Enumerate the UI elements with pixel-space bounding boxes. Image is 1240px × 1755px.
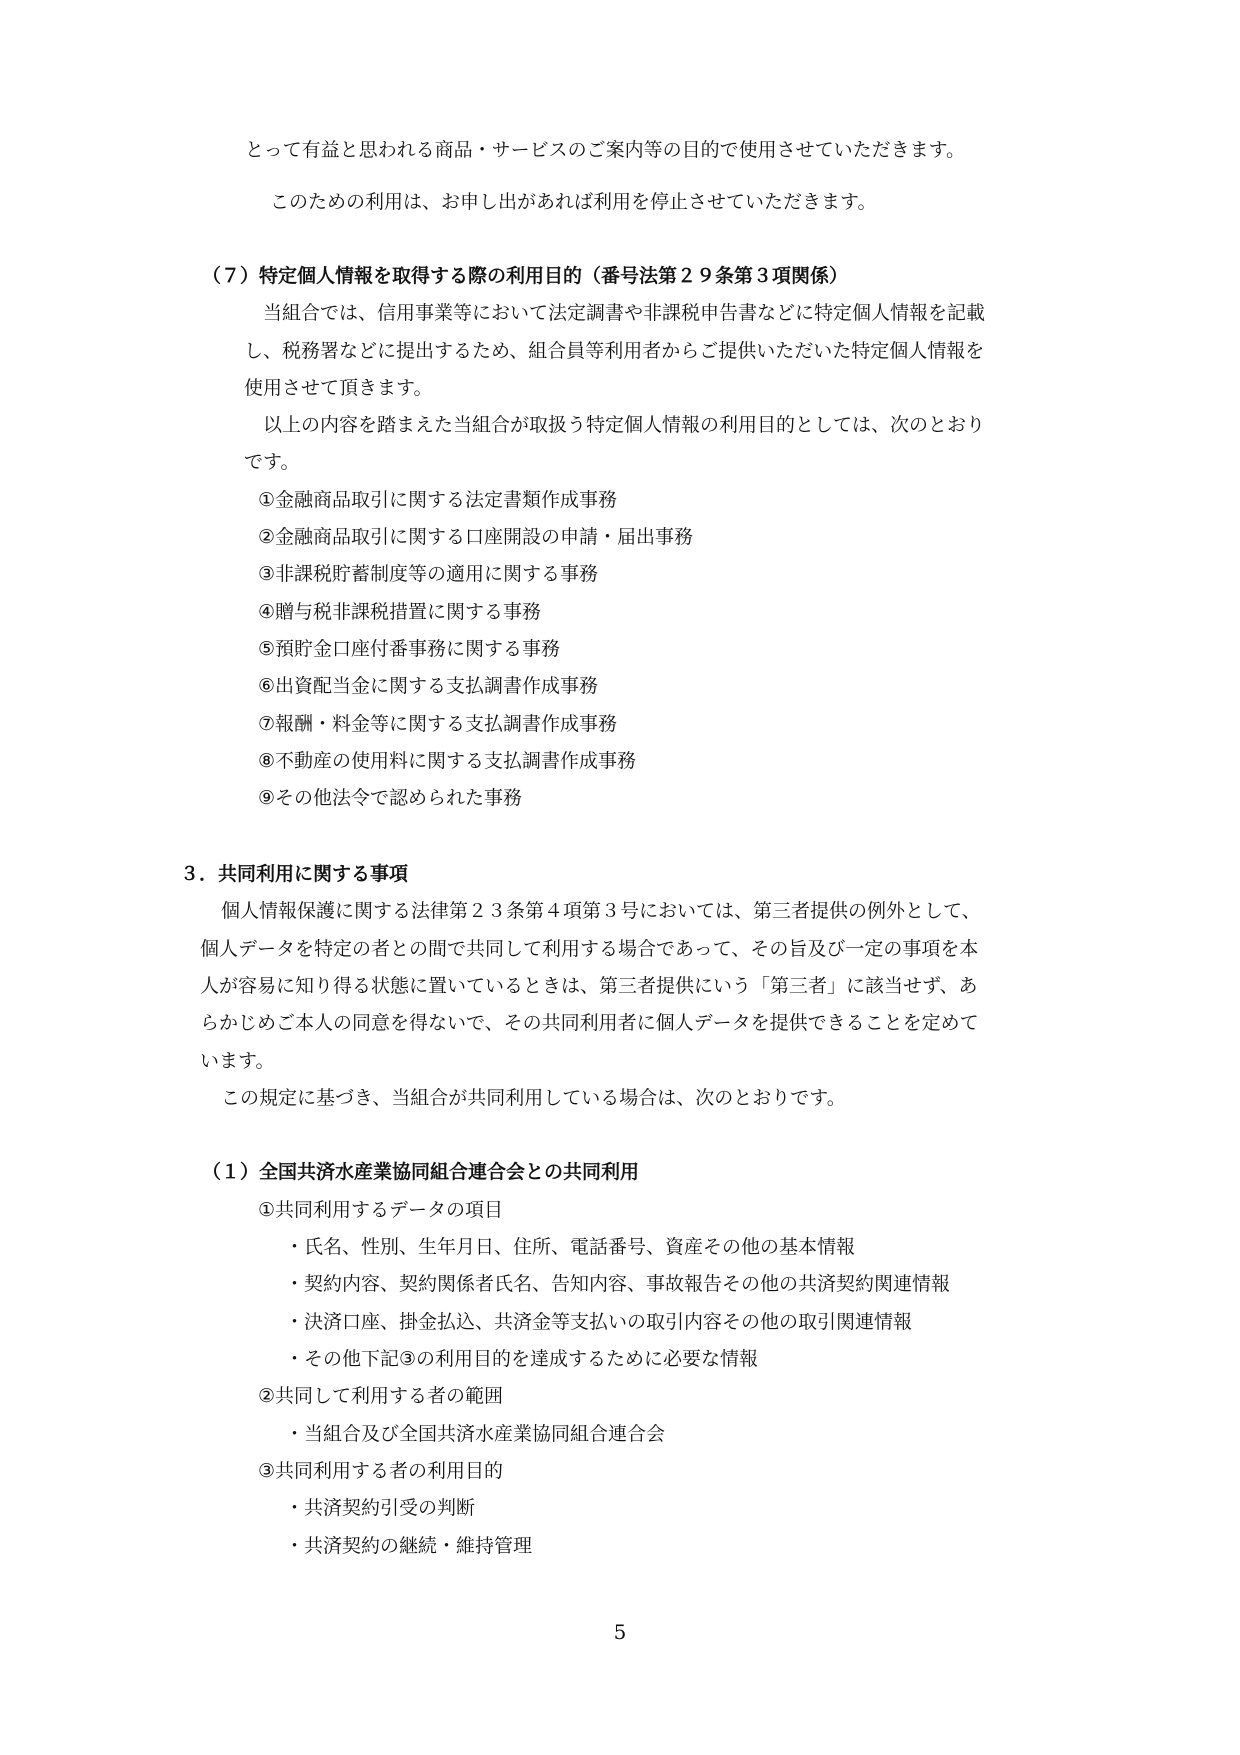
section-3-para1-line1: 個人情報保護に関する法律第２３条第４項第３号においては、第三者提供の例外として、	[221, 900, 981, 922]
section-7-heading: （７）特定個人情報を取得する際の利用目的（番号法第２９条第３項関係）	[202, 265, 849, 287]
data-items-title: ①共同利用するデータの項目	[258, 1199, 504, 1221]
user-scope-bullet-1: ・当組合及び全国共済水産業協同組合連合会	[285, 1423, 666, 1445]
intro-line-2: このための利用は、お申し出があれば利用を停止させていただきます。	[270, 191, 877, 213]
purpose-item-3: ③非課税貯蓄制度等の適用に関する事務	[258, 563, 599, 585]
purpose-item-5: ⑤預貯金口座付番事務に関する事務	[258, 638, 561, 660]
user-scope-title: ②共同して利用する者の範囲	[258, 1385, 504, 1407]
section-3-para1-line2: 個人データを特定の者との間で共同して利用する場合であって、その旨及び一定の事項を本	[200, 938, 979, 960]
purpose-item-1: ①金融商品取引に関する法定書類作成事務	[258, 489, 618, 511]
section-7-para2-line1: 以上の内容を踏まえた当組合が取扱う特定個人情報の利用目的としては、次のとおり	[263, 414, 986, 436]
subsection-1-heading: （１）全国共済水産業協同組合連合会との共同利用	[202, 1161, 640, 1183]
purpose-item-4: ④贈与税非課税措置に関する事務	[258, 601, 542, 623]
data-item-bullet-3: ・決済口座、掛金払込、共済金等支払いの取引内容その他の取引関連情報	[285, 1311, 913, 1333]
purpose-item-7: ⑦報酬・料金等に関する支払調書作成事務	[258, 713, 618, 735]
section-3-heading: ３．共同利用に関する事項	[180, 863, 409, 885]
data-item-bullet-2: ・契約内容、契約関係者氏名、告知内容、事故報告その他の共済契約関連情報	[285, 1273, 951, 1295]
section-3-para2: この規定に基づき、当組合が共同利用している場合は、次のとおりです。	[221, 1087, 846, 1109]
purpose-item-2: ②金融商品取引に関する口座開設の申請・届出事務	[258, 526, 694, 548]
section-7-para1-line3: 使用させて頂きます。	[244, 377, 433, 399]
usage-purpose-bullet-1: ・共済契約引受の判断	[285, 1497, 476, 1519]
section-7-para2-line2: です。	[244, 451, 300, 473]
purpose-item-9: ⑨その他法令で認められた事務	[258, 787, 523, 809]
data-item-bullet-1: ・氏名、性別、生年月日、住所、電話番号、資産その他の基本情報	[285, 1236, 856, 1258]
section-7-para1-line1: 当組合では、信用事業等において法定調書や非課税申告書などに特定個人情報を記載	[263, 302, 986, 324]
usage-purpose-title: ③共同利用する者の利用目的	[258, 1460, 504, 1482]
usage-purpose-bullet-2: ・共済契約の継続・維持管理	[285, 1535, 533, 1557]
section-3-para1-line5: います。	[200, 1050, 275, 1072]
section-3-para1-line4: らかじめご本人の同意を得ないで、その共同利用者に個人データを提供できることを定めて	[200, 1012, 979, 1034]
purpose-item-6: ⑥出資配当金に関する支払調書作成事務	[258, 675, 599, 697]
purpose-item-8: ⑧不動産の使用料に関する支払調書作成事務	[258, 750, 637, 772]
section-3-para1-line3: 人が容易に知り得る状態に置いているときは、第三者提供にいう「第三者」に該当せず、あ	[200, 975, 978, 997]
section-7-para1-line2: し、税務署などに提出するため、組合員等利用者からご提供いただいた特定個人情報を	[244, 340, 985, 362]
page-number: 5	[613, 1620, 627, 1644]
intro-line-1: とって有益と思われる商品・サービスのご案内等の目的で使用させていただきます。	[245, 139, 966, 161]
data-item-bullet-4: ・その他下記③の利用目的を達成するために必要な情報	[285, 1348, 759, 1370]
